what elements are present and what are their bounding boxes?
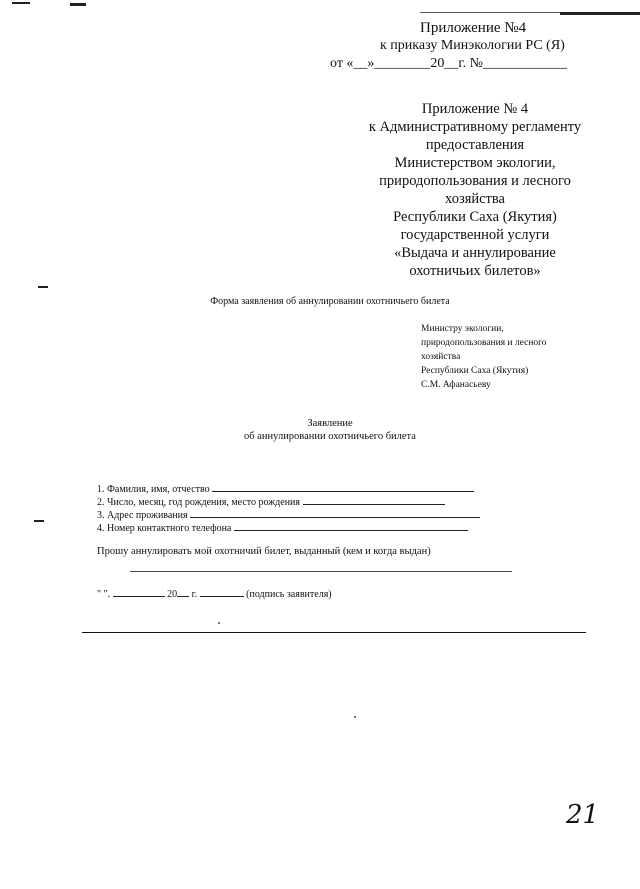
- date-month-blank[interactable]: [113, 587, 165, 597]
- annex-title: Приложение №4: [420, 20, 527, 36]
- scan-mark-left: [12, 2, 30, 4]
- field-birth-blank[interactable]: [303, 495, 445, 505]
- addressee-line-5: С.М. Афанасьеву: [421, 380, 491, 390]
- regulation-line-4: Министерством экологии,: [394, 155, 556, 171]
- statement-title: Заявление: [307, 418, 353, 429]
- date-year-prefix: 20: [167, 589, 178, 600]
- regulation-line-6: хозяйства: [445, 191, 505, 207]
- field-address: [97, 508, 480, 521]
- scan-mark-right: [560, 12, 640, 15]
- addressee-line-4: Республики Саха (Якутия): [421, 366, 529, 376]
- field-address-label: 3. Адрес проживания: [97, 510, 188, 521]
- date-year-suffix: г.: [191, 589, 198, 600]
- regulation-line-10: охотничьих билетов»: [409, 263, 541, 279]
- scan-margin-mark-2: [34, 520, 44, 522]
- field-address-blank[interactable]: [190, 508, 480, 518]
- regulation-line-9: «Выдача и аннулирование: [394, 245, 556, 261]
- request-blank-line[interactable]: [130, 571, 512, 572]
- annex-order-ref: к приказу Минэкологии РС (Я): [380, 38, 565, 53]
- field-birth: [97, 495, 445, 508]
- regulation-line-5: природопользования и лесного: [379, 173, 571, 189]
- regulation-line-1: Приложение № 4: [421, 101, 529, 117]
- request-text: Прошу аннулировать мой охотничий билет, выданный (кем и когда выдан): [97, 546, 431, 557]
- scan-dot: [218, 622, 220, 624]
- addressee-line-3: хозяйства: [421, 352, 461, 362]
- scan-margin-mark: [38, 286, 48, 288]
- addressee-line-1: Министру экологии,: [421, 324, 504, 334]
- signature-label: (подпись заявителя): [246, 589, 332, 600]
- page-number: 21: [566, 800, 600, 830]
- field-phone-blank[interactable]: [234, 521, 468, 531]
- date-day-quotes: " ".: [97, 589, 111, 600]
- date-year-blank[interactable]: [177, 587, 189, 597]
- regulation-line-2: к Административному регламенту: [368, 119, 582, 135]
- field-full-name-label: 1. Фамилия, имя, отчество: [97, 484, 210, 495]
- scan-dot-2: [354, 716, 356, 718]
- annex-order-date: от «__»________20__г. №____________: [330, 56, 567, 71]
- regulation-line-7: Республики Саха (Якутия): [393, 209, 557, 225]
- addressee-line-2: природопользования и лесного: [421, 338, 547, 348]
- date-signature-line: [97, 587, 332, 600]
- field-full-name-blank[interactable]: [212, 482, 474, 492]
- field-full-name: [97, 482, 474, 495]
- field-phone: [97, 521, 468, 534]
- regulation-line-3: предоставления: [425, 137, 525, 153]
- bottom-separator: [82, 632, 586, 633]
- scan-mark-left-2: [70, 3, 86, 6]
- field-phone-label: 4. Номер контактного телефона: [97, 523, 232, 534]
- signature-blank[interactable]: [200, 587, 244, 597]
- form-title: Форма заявления об аннулировании охотничьего билета: [210, 296, 450, 307]
- statement-subtitle: об аннулировании охотничьего билета: [244, 431, 416, 442]
- field-birth-label: 2. Число, месяц, год рождения, место рождения: [97, 497, 301, 508]
- regulation-line-8: государственной услуги: [400, 227, 550, 243]
